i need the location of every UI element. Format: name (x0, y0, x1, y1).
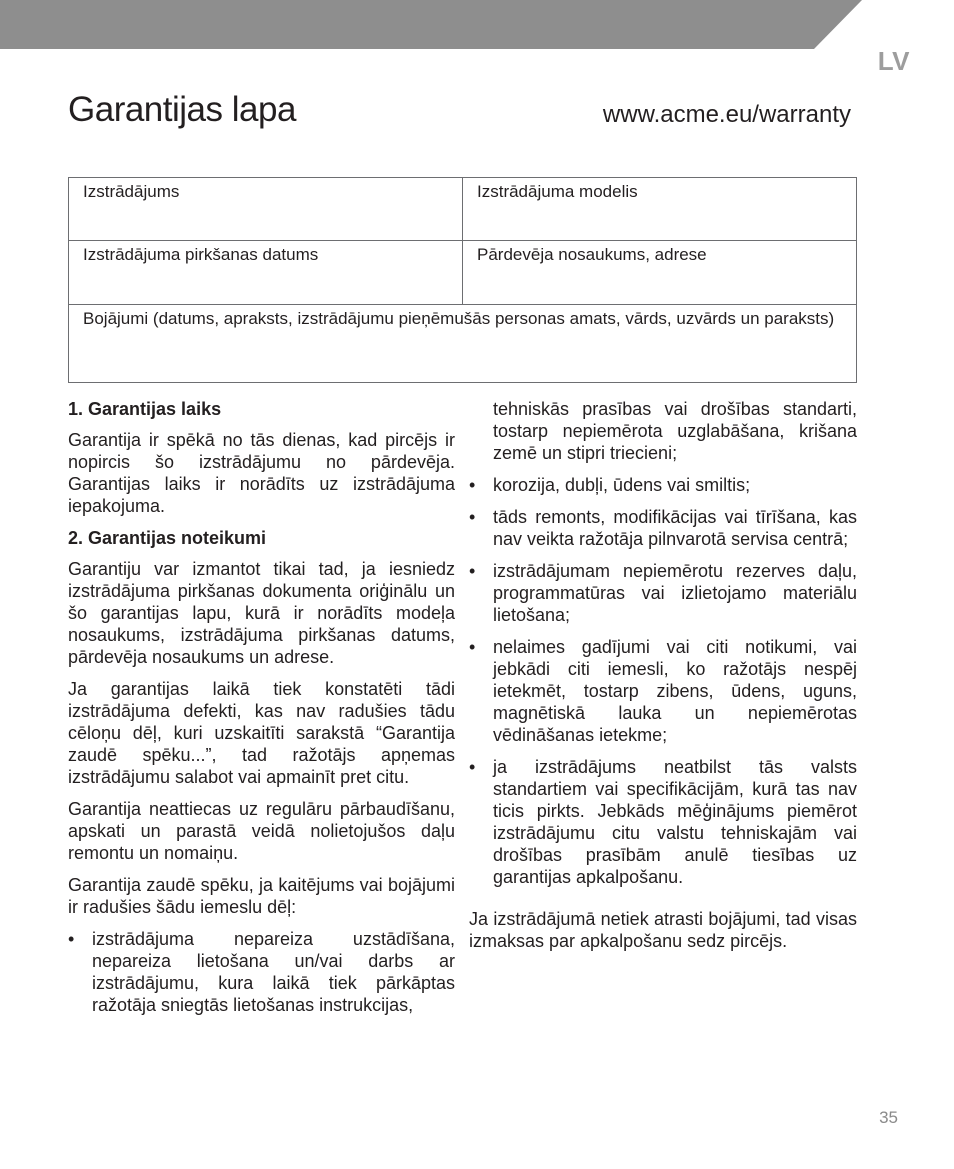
section2-paragraph-3: Garantija neattiecas uz regulāru pārbaudīšanu, apskati un parastā veidā nolietojušos daļu remontu un nomaiņu. (68, 799, 455, 863)
section2-paragraph-1: Garantiju var izmantot tikai tad, ja iesniedz izstrādājuma pirkšanas dokumenta oriģinālu un šo garantijas lapu, kurā ir norādīts modeļa nosaukums, izstrādājuma pirkšanas datums, pārdevēja nosaukums un adrese. (68, 559, 455, 667)
header-band (0, 0, 954, 49)
form-cell-purchase-date[interactable] (69, 241, 463, 305)
exclusions-list-continued (469, 474, 857, 888)
list-item-continuation: tehniskās prasības vai drošības standarti, tostarp nepiemērota uzglabāšana, krišana zemē un stipri triecieni; (493, 399, 857, 463)
bullet-icon: • (469, 507, 476, 527)
list-item-text: nelaimes gadījumi vai citi notikumi, vai jebkādi citi iemesli, ko ražotājs nespēj ietekmēt, tostarp zibens, ūdens, uguns, magnētiskā lauka un nepiemērotas vēdināšanas ietekme; (493, 637, 857, 745)
closing-paragraph: Ja izstrādājumā netiek atrasti bojājumi, tad visas izmaksas par apkalpošanu sedz pircējs. (469, 909, 857, 951)
list-item-text: izstrādājuma nepareiza uzstādīšana, nepareiza lietošana un/vai darbs ar izstrādājumu, kura laikā tiek pārkāptas ražotāja sniegtās lietošanas instrukcijas, (92, 929, 455, 1015)
form-cell-product[interactable] (69, 178, 463, 241)
form-label-product-model: Izstrādājuma modelis (477, 182, 638, 201)
bullet-icon: • (68, 929, 75, 949)
list-item (469, 506, 857, 550)
warranty-url: www.acme.eu/warranty (602, 101, 851, 128)
section2-paragraph-2: Ja garantijas laikā tiek konstatēti tādi izstrādājuma defekti, kas nav radušies tādu cēloņu dēļ, kuri uzskaitīti sarakstā “Garantija zaudē spēku...”, tad ražotājs apņemas izstrādājumu salabot vai apmainīt pret citu. (68, 679, 455, 787)
form-cell-product-model[interactable] (463, 178, 856, 241)
list-item (469, 560, 857, 626)
left-column (68, 398, 455, 1026)
form-label-product: Izstrādājums (83, 182, 180, 201)
form-cell-damages[interactable] (69, 305, 856, 382)
section1-text: Garantija ir spēkā no tās dienas, kad pircējs ir nopircis šo izstrādājumu no pārdevēja. Garantijas laiks ir norādīts uz izstrādājuma iepakojuma. (68, 430, 455, 516)
list-item (469, 474, 857, 496)
list-item (68, 928, 455, 1016)
header-band-shape (0, 0, 862, 49)
list-item-text: izstrādājumam nepiemērotu rezerves daļu, programmatūras vai izlietojamo materiālu lietošana; (493, 561, 857, 625)
page-number: 35 (879, 1108, 898, 1127)
bullet-icon: • (469, 757, 476, 777)
form-label-purchase-date: Izstrādājuma pirkšanas datums (83, 245, 319, 264)
form-label-damages: Bojājumi (datums, apraksts, izstrādājumu pieņēmušās personas amats, vārds, uzvārds un paraksts) (83, 309, 835, 328)
list-item-text: korozija, dubļi, ūdens vai smiltis; (493, 475, 751, 495)
bullet-icon: • (469, 561, 476, 581)
exclusions-list (68, 928, 455, 1016)
page-title: Garantijas lapa (68, 90, 296, 129)
list-item-text: tāds remonts, modifikācijas vai tīrīšana, kas nav veikta ražotāja pilnvarotā servisa centrā; (493, 507, 857, 549)
language-code: LV (877, 46, 910, 76)
form-label-seller: Pārdevēja nosaukums, adrese (477, 245, 707, 264)
list-item (469, 756, 857, 888)
list-item-text: ja izstrādājums neatbilst tās valsts standartiem vai specifikācijām, kurā tas nav ticis pirkts. Jebkāds mēģinājums piemērot izstrādājumu citu valstu tehniskajām vai drošības prasībām anulē tiesības uz garantijas apkalpošanu. (493, 757, 857, 887)
section1-heading: 1. Garantijas laiks (68, 399, 222, 419)
section2-paragraph-4: Garantija zaudē spēku, ja kaitējums vai bojājumi ir radušies šādu iemeslu dēļ: (68, 875, 455, 917)
bullet-icon: • (469, 637, 476, 657)
warranty-form-table (68, 177, 857, 383)
list-item (469, 636, 857, 746)
form-cell-seller[interactable] (463, 241, 856, 305)
section2-heading: 2. Garantijas noteikumi (68, 528, 267, 548)
bullet-icon: • (469, 475, 476, 495)
right-column (469, 398, 857, 962)
